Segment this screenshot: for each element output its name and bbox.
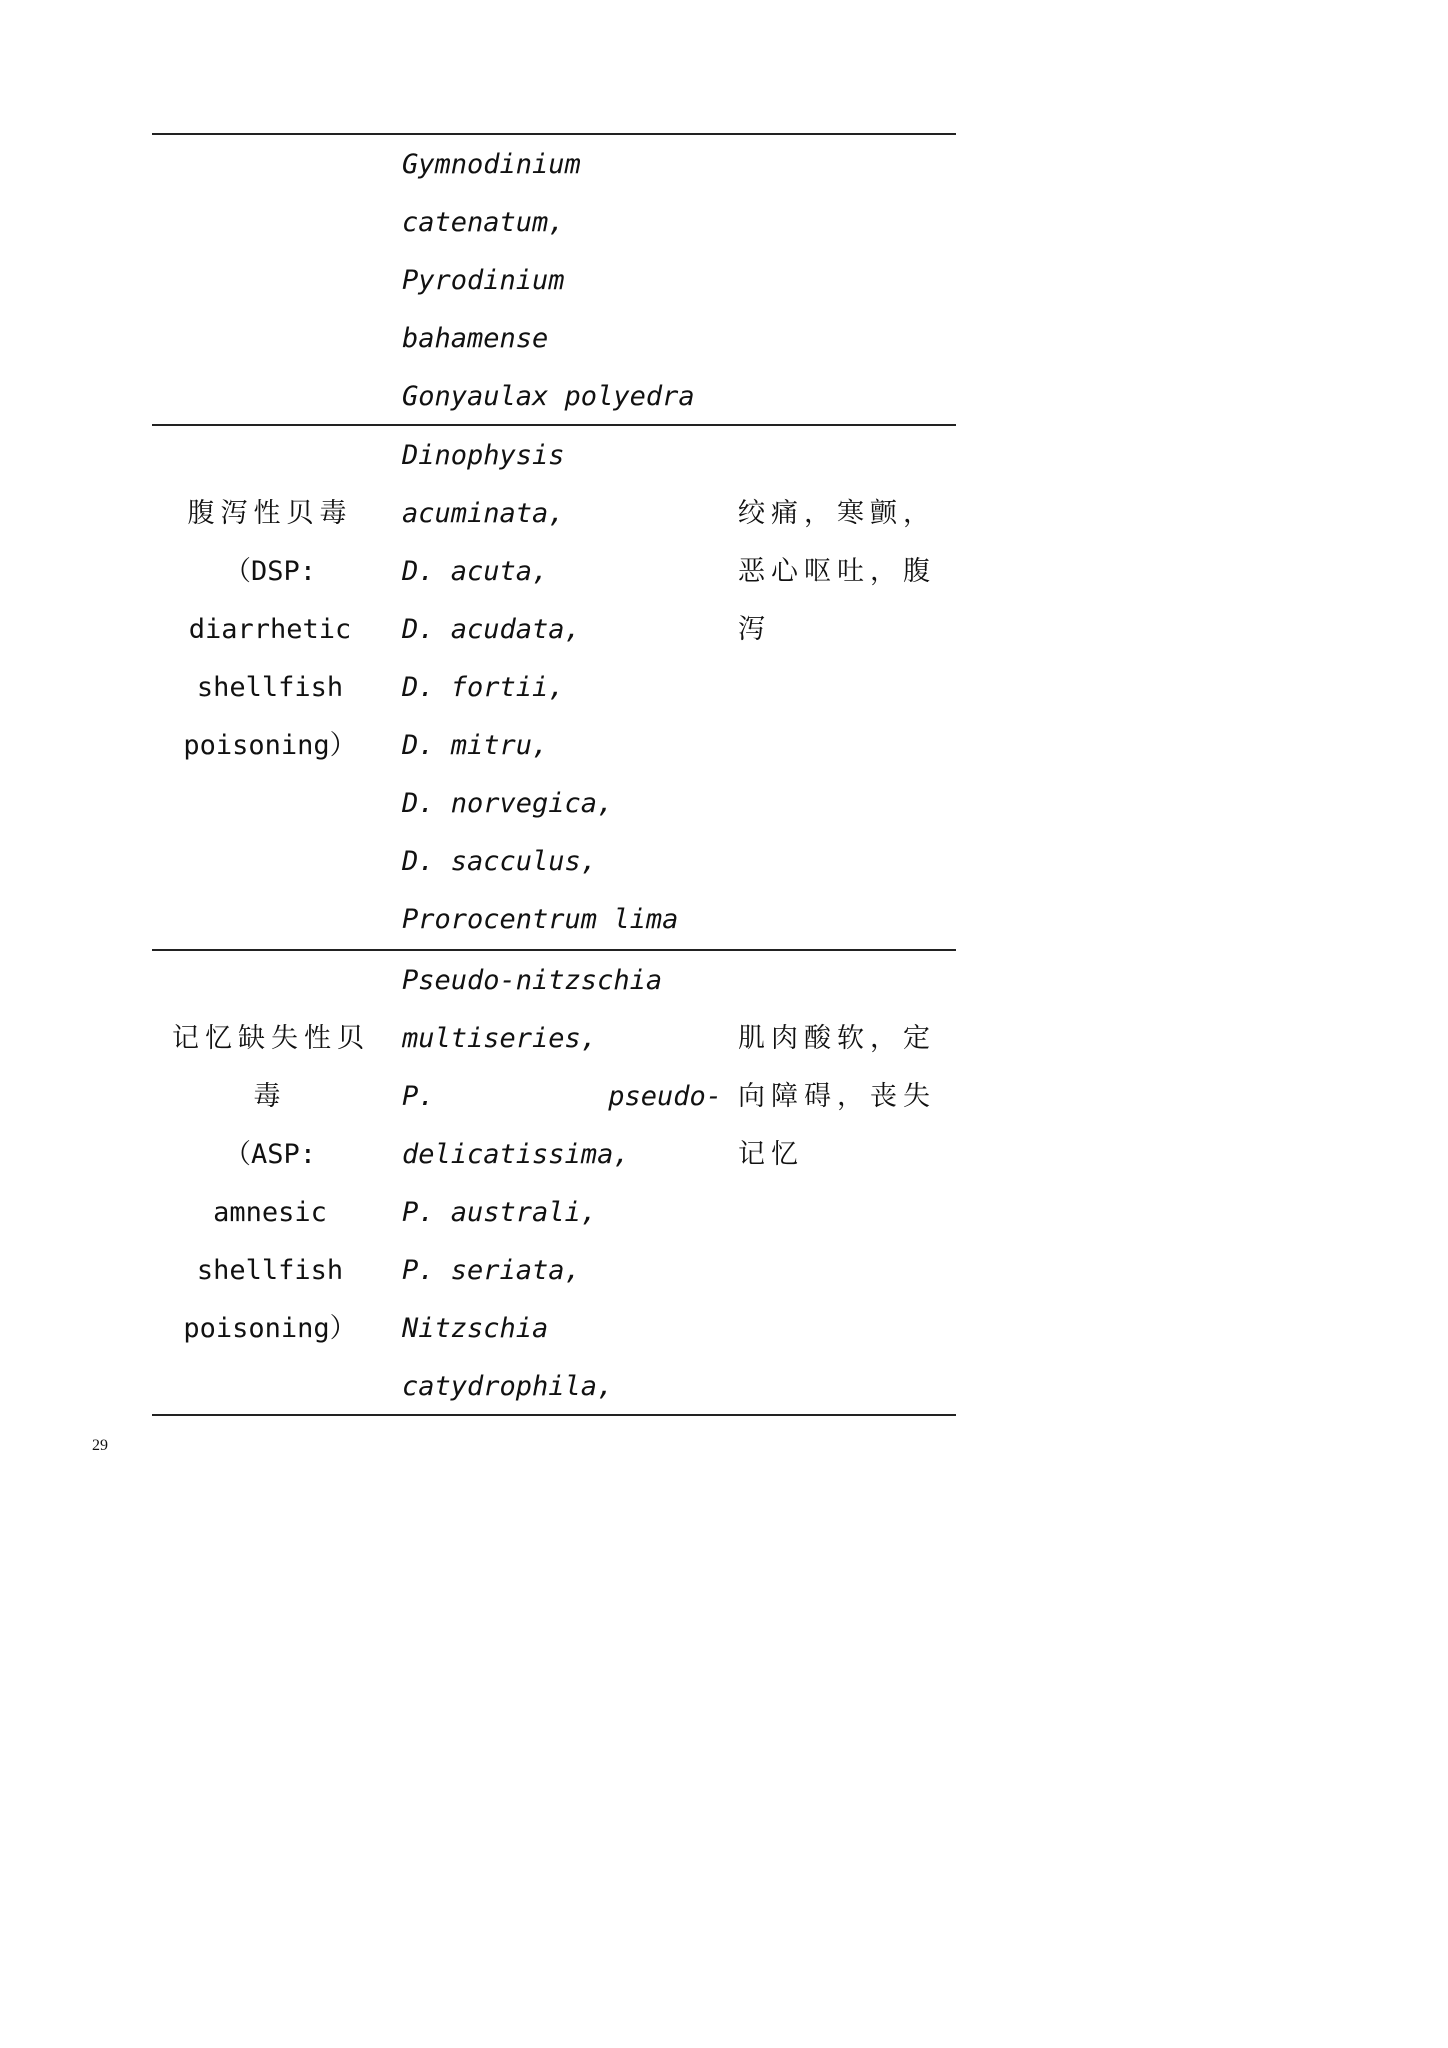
toxin-name-line: 毒: [253, 1081, 287, 1112]
toxin-name-line: shellfish: [196, 1255, 344, 1286]
organism-line: Pyrodinium: [402, 265, 565, 296]
organism-line: D. acuta,: [402, 556, 549, 587]
organism-species-part: pseudo-: [608, 1081, 722, 1112]
symptom-line: 肌肉酸软，定: [738, 1023, 936, 1054]
organism-line: Gymnodinium: [402, 149, 581, 180]
organism-line: D. mitru,: [402, 730, 549, 761]
organism-line: Gonyaulax polyedra: [402, 381, 695, 412]
toxin-name-line: diarrhetic: [188, 614, 352, 645]
organism-line: P. seriata,: [402, 1255, 581, 1286]
toxin-name-line: 腹泻性贝毒: [187, 498, 353, 529]
organism-line: Dinophysis: [402, 440, 565, 471]
toxin-name-line: poisoning）: [183, 730, 357, 761]
organism-line: D. sacculus,: [402, 846, 598, 877]
organism-line: delicatissima,: [402, 1139, 630, 1170]
organism-line: bahamense: [402, 323, 549, 354]
symptom-line: 恶心呕吐，腹: [738, 556, 936, 587]
organism-line: catydrophila,: [402, 1371, 614, 1402]
organism-abbrev: P.: [402, 1081, 435, 1112]
toxin-name-line: （DSP:: [223, 556, 317, 587]
toxin-name-line: （ASP:: [223, 1139, 317, 1170]
organism-line: Nitzschia: [402, 1313, 549, 1344]
toxin-name-line: amnesic: [213, 1197, 327, 1228]
toxin-name-line: 记忆缺失性贝: [172, 1023, 370, 1054]
organism-line: D. acudata,: [402, 614, 581, 645]
page-number: 29: [92, 1437, 108, 1454]
symptom-line: 向障碍，丧失: [738, 1081, 936, 1112]
table-row-2: [152, 426, 956, 949]
symptom-line: 绞痛，寒颤，: [738, 498, 936, 529]
organism-line: D. norvegica,: [402, 788, 614, 819]
symptom-line: 泻: [738, 614, 771, 645]
organism-line: acuminata,: [402, 498, 565, 529]
organism-line: multiseries,: [402, 1023, 598, 1054]
organism-line-justified: [402, 1068, 722, 1126]
organism-line: D. fortii,: [402, 672, 565, 703]
table-row-3: [152, 951, 956, 1414]
toxin-name-line: shellfish: [196, 672, 344, 703]
table-row-1: [152, 135, 956, 424]
organism-line: catenatum,: [402, 207, 565, 238]
organism-line: Pseudo-nitzschia: [402, 965, 663, 996]
organism-line: P. australi,: [402, 1197, 598, 1228]
symptom-line: 记忆: [738, 1139, 804, 1170]
organism-line: Prorocentrum lima: [402, 904, 679, 935]
toxin-name-line: poisoning）: [183, 1313, 357, 1344]
